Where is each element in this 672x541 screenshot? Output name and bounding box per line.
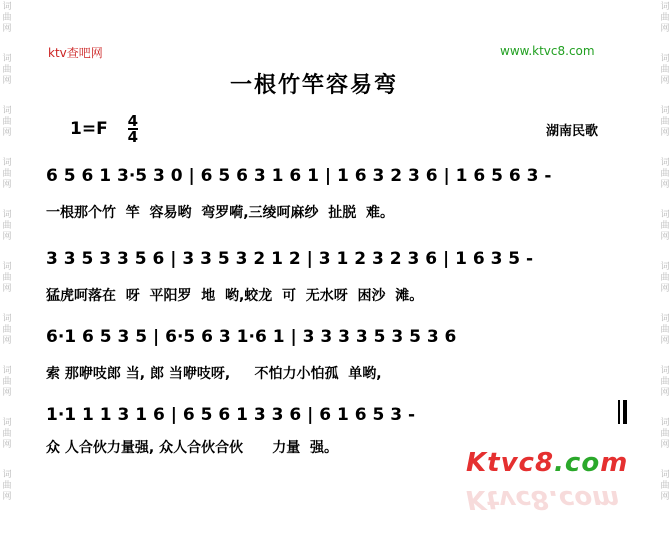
song-origin: 湖南民歌 xyxy=(546,124,599,139)
final-barline-thick xyxy=(623,400,627,424)
song-title: 一根竹竿容易弯 xyxy=(230,73,399,98)
lyrics-line-3: 索 那咿吱郎 当, 郎 当咿吱呀, 不怕力小怕孤 单哟, xyxy=(46,366,382,382)
site-name-left: ktv查吧网 xyxy=(48,46,103,60)
lyrics-line-1: 一根那个竹 竿 容易哟 弯罗嗬,三绫呵麻纱 扯脱 难。 xyxy=(46,205,395,221)
notation-line-3: 6·1 6 5 3 5 | 6·5 6 3 1·6 1 | 3 3 3 3 5 3 5 3 6 xyxy=(46,327,457,347)
final-barline xyxy=(618,400,620,424)
time-signature xyxy=(128,114,138,144)
time-sig-bottom: 4 xyxy=(127,128,139,146)
watermark-logo: Ktvc8.com xyxy=(466,448,629,478)
lyrics-line-4: 众 人合伙力量强, 众人合伙合伙 力量 强。 xyxy=(46,440,339,456)
left-edge-watermark: 词 曲 网 词 曲 网 词 曲 网 词 曲 网 词 曲 网 词 曲 网 词 曲 网 词 曲 网 词 曲 网 词 曲 网 xyxy=(2,2,12,502)
key-signature xyxy=(70,114,138,144)
key-text: 1=F xyxy=(70,119,108,139)
notation-line-1: 6 5 6 1 3·5 3 0 | 6 5 6 3 1 6 1 | 1 6 3 2 3 6 | 1 6 5 6 3 - xyxy=(46,166,552,186)
right-edge-watermark: 词 曲 网 词 曲 网 词 曲 网 词 曲 网 词 曲 网 词 曲 网 词 曲 网 词 曲 网 词 曲 网 词 曲 网 xyxy=(660,2,670,502)
site-url-right: www.ktvc8.com xyxy=(500,44,595,58)
time-sig-top: 4 xyxy=(127,112,139,130)
watermark-reflection: Ktvc8.com xyxy=(466,484,620,514)
notation-line-2: 3 3 5 3 3 5 6 | 3 3 5 3 2 1 2 | 3 1 2 3 2 3 6 | 1 6 3 5 - xyxy=(46,249,534,269)
notation-line-4: 1·1 1 1 3 1 6 | 6 5 6 1 3 3 6 | 6 1 6 5 3 - xyxy=(46,405,416,425)
lyrics-line-2: 猛虎呵落在 呀 平阳罗 地 哟,蛟龙 可 无水呀 困沙 滩。 xyxy=(46,288,424,304)
